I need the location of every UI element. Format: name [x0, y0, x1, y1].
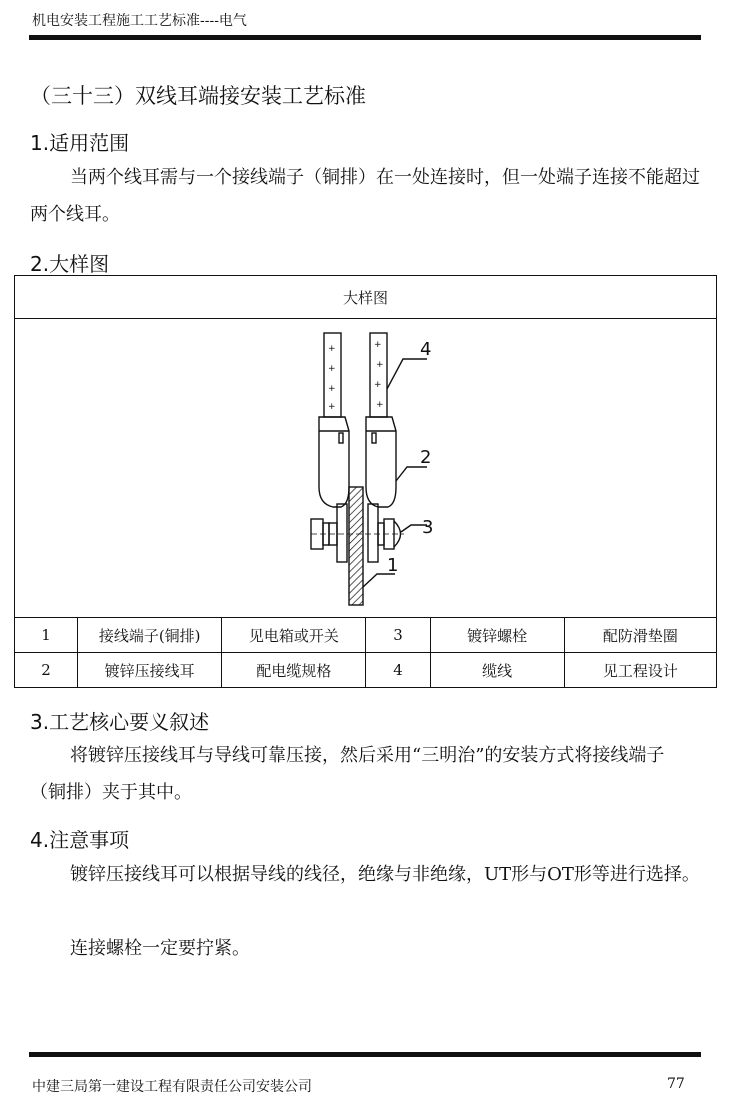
section-1-paragraph: 当两个线耳需与一个接线端子（铜排）在一处连接时，但一处端子连接不能超过两个线耳。: [30, 167, 700, 225]
legend-cell: 缆线: [430, 653, 564, 688]
figure-caption: 大样图: [15, 276, 717, 319]
legend-cell: 镀锌螺栓: [430, 618, 564, 653]
svg-text:+: +: [376, 400, 384, 410]
svg-text:+: +: [328, 344, 336, 354]
svg-text:+: +: [328, 364, 336, 374]
section-3-paragraph: 将镀锌压接线耳与导线可靠压接，然后采用“三明治”的安装方式将接线端子（铜排）夹于其中。: [30, 745, 665, 803]
legend-cell: 配防滑垫圈: [564, 618, 716, 653]
legend-cell: 接线端子(铜排): [78, 618, 222, 653]
legend-row: [15, 618, 717, 653]
legend-row: [15, 653, 717, 688]
header-rule: [29, 35, 701, 40]
footer-rule: [29, 1052, 701, 1057]
legend-cell: 3: [366, 618, 430, 653]
figure-cell: [15, 319, 717, 618]
double-lug-diagram: [15, 319, 716, 617]
svg-text:+: +: [374, 380, 382, 390]
section-1-heading: 1.适用范围: [30, 131, 130, 155]
section-3-heading: 3.工艺核心要义叙述: [30, 710, 210, 734]
footer-company: 中建三局第一建设工程有限责任公司安装公司: [32, 1079, 312, 1095]
legend-cell: 镀锌压接线耳: [78, 653, 222, 688]
svg-text:+: +: [328, 384, 336, 394]
detail-table: [14, 275, 717, 688]
legend-cell: 2: [15, 653, 78, 688]
legend-cell: 见工程设计: [564, 653, 716, 688]
page-number: 77: [667, 1076, 685, 1092]
callout-4: 4: [420, 339, 432, 360]
running-header: 机电安装工程施工工艺标准----电气: [32, 13, 247, 29]
legend-cell: 1: [15, 618, 78, 653]
svg-text:+: +: [374, 340, 382, 350]
page-title: （三十三）双线耳端接安装工艺标准: [30, 84, 366, 108]
svg-text:+: +: [328, 402, 336, 412]
leader-2: [396, 467, 427, 481]
legend-cell: 见电箱或开关: [222, 618, 366, 653]
legend-cell: 配电缆规格: [222, 653, 366, 688]
section-4-paragraph-1: 镀锌压接线耳可以根据导线的线径，绝缘与非绝缘，UT形与OT形等进行选择。: [70, 864, 700, 885]
callout-3: 3: [422, 517, 434, 538]
leader-4: [387, 359, 427, 389]
svg-text:+: +: [376, 360, 384, 370]
busbar: [349, 487, 363, 605]
legend-cell: 4: [366, 653, 430, 688]
section-4-paragraph-2: 连接螺栓一定要拧紧。: [70, 938, 250, 959]
callout-2: 2: [420, 447, 432, 468]
section-4-heading: 4.注意事项: [30, 828, 130, 852]
section-2-heading: 2.大样图: [30, 252, 110, 276]
callout-1: 1: [387, 555, 399, 576]
